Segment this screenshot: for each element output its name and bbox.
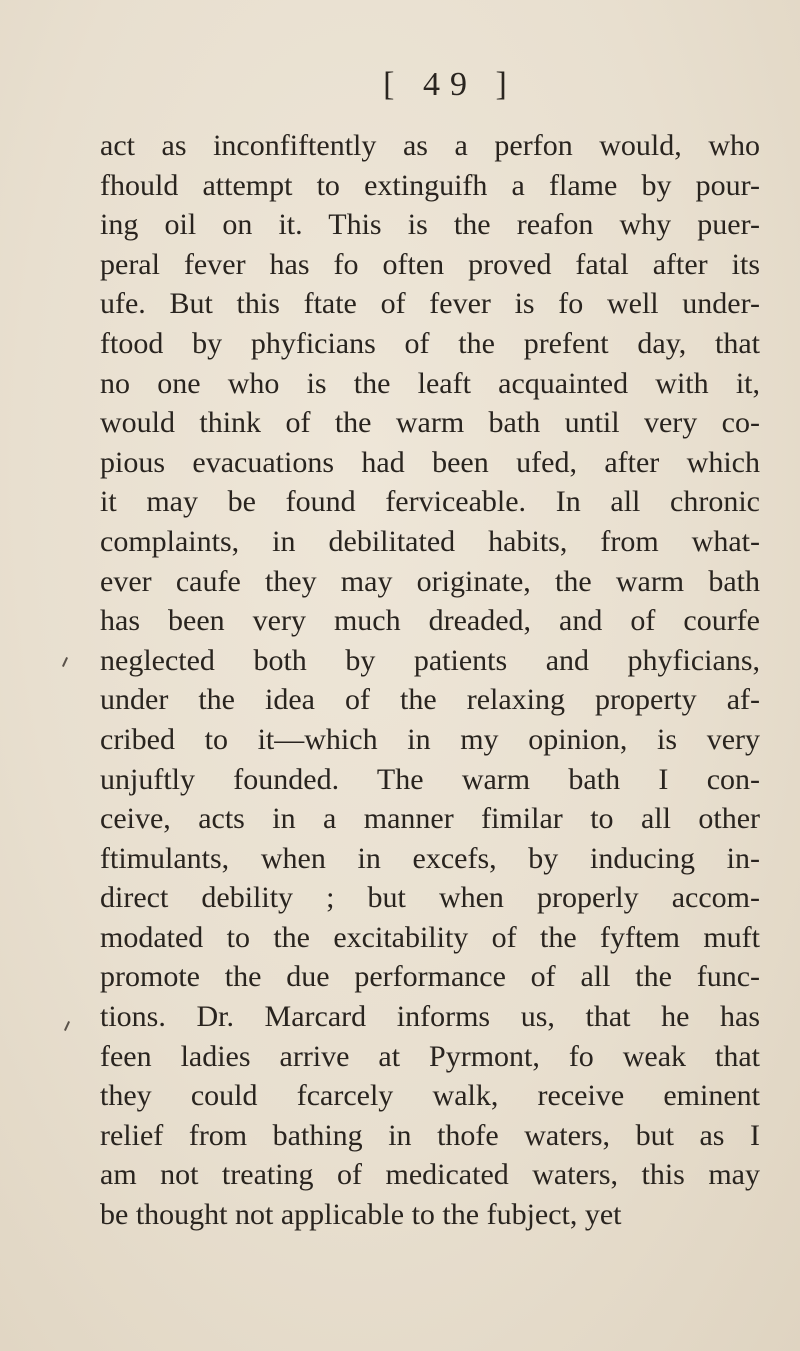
text-line: act as inconfiftently as a perfon would, who: [100, 129, 760, 162]
text-line: ceive, acts in a manner fimilar to all other: [100, 802, 760, 836]
text-line: peral fever has fo often proved fatal after its: [100, 247, 760, 281]
body-text: [100, 126, 760, 1235]
text-line: it may be found ferviceable. In all chronic: [100, 485, 760, 519]
text-line: neglected both by patients and phyficians,: [100, 643, 760, 677]
text-line: they could fcarcely walk, receive eminent: [100, 1079, 760, 1113]
text-line: ftood by phyficians of the prefent day, that: [100, 326, 760, 360]
text-line: ing oil on it. This is the reafon why puer-: [100, 208, 760, 242]
text-line: tions. Dr. Marcard informs us, that he has: [100, 1000, 760, 1034]
text-line: ufe. But this ftate of fever is fo well under-: [100, 287, 760, 321]
text-line: ever caufe they may originate, the warm bath: [100, 564, 760, 598]
text-line: feen ladies arrive at Pyrmont, fo weak that: [100, 1039, 760, 1073]
text-line: pious evacuations had been ufed, after which: [100, 445, 760, 479]
page-number: [ 49 ]: [383, 66, 517, 103]
text-line: no one who is the leaft acquainted with it,: [100, 366, 760, 400]
text-line: unjuftly founded. The warm bath I con-: [100, 762, 760, 796]
text-line: under the idea of the relaxing property af-: [100, 683, 760, 717]
text-line: direct debility ; but when properly accom-: [100, 881, 760, 915]
text-line: be thought not applicable to the fubject, yet: [100, 1198, 622, 1232]
text-line: complaints, in debilitated habits, from what-: [100, 524, 760, 558]
text-line: relief from bathing in thofe waters, but as I: [100, 1118, 760, 1152]
text-line: would think of the warm bath until very co-: [100, 406, 760, 440]
text-line: promote the due performance of all the func-: [100, 960, 760, 994]
margin-mark: [64, 1021, 70, 1031]
text-line: cribed to it—which in my opinion, is very: [100, 722, 760, 756]
text-line: am not treating of medicated waters, this may: [100, 1158, 760, 1192]
text-line: has been very much dreaded, and of courfe: [100, 604, 760, 638]
text-line: fhould attempt to extinguifh a flame by pour-: [100, 168, 760, 202]
margin-mark: [62, 657, 68, 667]
text-line: modated to the excitability of the fyftem muft: [100, 920, 760, 954]
text-line: ftimulants, when in excefs, by inducing in-: [100, 841, 760, 875]
